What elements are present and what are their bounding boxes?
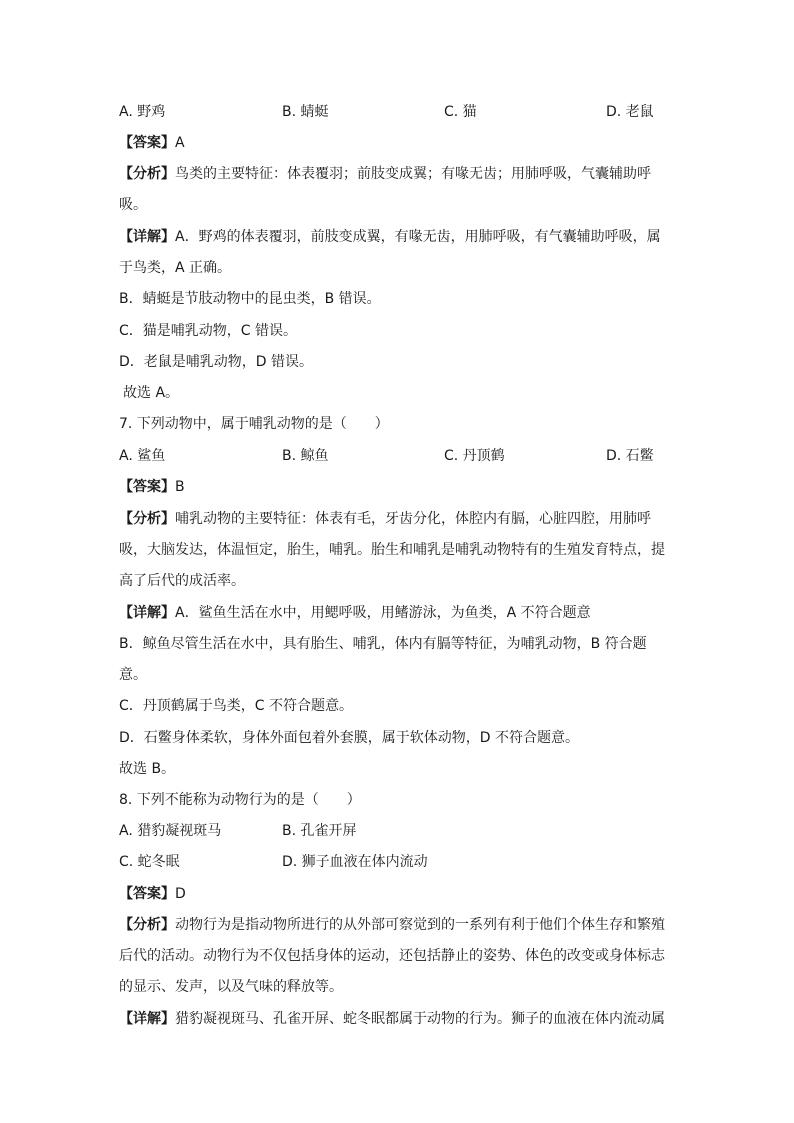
q6-analysis-line-2: 吸。 <box>119 197 147 213</box>
q6-detail-line-5: D．老鼠是哺乳动物，D 错误。 <box>119 354 314 370</box>
q6-analysis-line-1 <box>119 164 651 184</box>
answer-tag: 【答案】 <box>119 135 175 151</box>
answer-value: B <box>175 479 185 495</box>
q7-option-c: C. 丹顶鹤 <box>444 448 505 464</box>
analysis-text: 动物行为是指动物所进行的从外部可察觉到的一系列有利于他们个体生存和繁殖 <box>175 917 665 933</box>
detail-tag: 【详解】 <box>119 605 175 621</box>
q7-answer <box>119 477 185 497</box>
q8-option-b: B. 孔雀开屏 <box>282 823 357 839</box>
q7-option-b: B. 鲸鱼 <box>282 448 329 464</box>
q6-option-b: B. 蜻蜓 <box>282 104 329 120</box>
q8-option-a: A. 猎豹凝视斑马 <box>119 823 222 839</box>
answer-value: A <box>175 135 185 151</box>
q8-analysis-line-1 <box>119 915 665 935</box>
analysis-tag: 【分析】 <box>119 511 175 527</box>
detail-text: 猎豹凝视斑马、孔雀开屏、蛇冬眠都属于动物的行为。狮子的血液在体内流动属 <box>175 1011 665 1027</box>
q8-analysis-line-3: 的显示、发声，以及气味的释放等。 <box>119 979 343 995</box>
q7-analysis-line-2: 吸，大脑发达，体温恒定，胎生，哺乳。胎生和哺乳是哺乳动物特有的生殖发育特点，提 <box>119 542 665 558</box>
q8-option-d: D. 狮子血液在体内流动 <box>282 854 428 870</box>
analysis-tag: 【分析】 <box>119 166 175 182</box>
q8-analysis-line-2: 后代的活动。动物行为不仅包括身体的运动，还包括静止的姿势、体色的改变或身体标志 <box>119 948 665 964</box>
q7-question: 7. 下列动物中，属于哺乳动物的是（ ） <box>119 416 389 432</box>
q7-option-a: A. 鲨鱼 <box>119 448 166 464</box>
answer-tag: 【答案】 <box>119 479 175 495</box>
answer-value: D <box>175 886 186 902</box>
q6-option-a: A. 野鸡 <box>119 104 166 120</box>
q6-option-d: D. 老鼠 <box>606 104 654 120</box>
q7-detail-line-3: 意。 <box>119 667 147 683</box>
analysis-tag: 【分析】 <box>119 917 175 933</box>
detail-tag: 【详解】 <box>119 1011 175 1027</box>
q6-answer <box>119 133 185 153</box>
q6-conclusion: 故选 A。 <box>123 385 180 401</box>
q8-detail-line-1 <box>119 1009 665 1029</box>
q6-detail-line-2: 于鸟类，A 正确。 <box>119 260 232 276</box>
q6-option-c: C. 猫 <box>444 104 477 120</box>
answer-tag: 【答案】 <box>119 886 175 902</box>
q7-detail-line-2: B．鲸鱼尽管生活在水中，具有胎生、哺乳，体内有膈等特征，为哺乳动物，B 符合题 <box>119 636 647 652</box>
q7-analysis-line-1 <box>119 509 651 529</box>
detail-text: A．鲨鱼生活在水中，用鳃呼吸，用鳍游泳，为鱼类，A 不符合题意 <box>175 605 591 621</box>
q7-analysis-line-3: 高了后代的成活率。 <box>119 573 245 589</box>
q8-answer <box>119 884 186 904</box>
analysis-text: 哺乳动物的主要特征：体表有毛，牙齿分化，体腔内有膈，心脏四腔，用肺呼 <box>175 511 651 527</box>
q7-detail-line-4: C．丹顶鹤属于鸟类，C 不符合题意。 <box>119 698 354 714</box>
q6-detail-line-4: C．猫是哺乳动物，C 错误。 <box>119 323 298 339</box>
q8-option-c: C. 蛇冬眠 <box>119 854 180 870</box>
q7-detail-line-1 <box>119 603 591 623</box>
q6-detail-line-3: B．蜻蜓是节肢动物中的昆虫类，B 错误。 <box>119 291 381 307</box>
detail-tag: 【详解】 <box>119 229 175 245</box>
q8-question: 8. 下列不能称为动物行为的是（ ） <box>119 792 361 808</box>
analysis-text: 鸟类的主要特征：体表覆羽；前肢变成翼；有喙无齿；用肺呼吸，气囊辅助呼 <box>175 166 651 182</box>
q7-detail-line-5: D．石鳖身体柔软，身体外面包着外套膜，属于软体动物，D 不符合题意。 <box>119 730 580 746</box>
detail-text: A．野鸡的体表覆羽，前肢变成翼，有喙无齿，用肺呼吸，有气囊辅助呼吸，属 <box>175 229 661 245</box>
q6-detail-line-1 <box>119 227 661 247</box>
q7-conclusion: 故选 B。 <box>119 761 176 777</box>
q7-option-d: D. 石鳖 <box>606 448 654 464</box>
